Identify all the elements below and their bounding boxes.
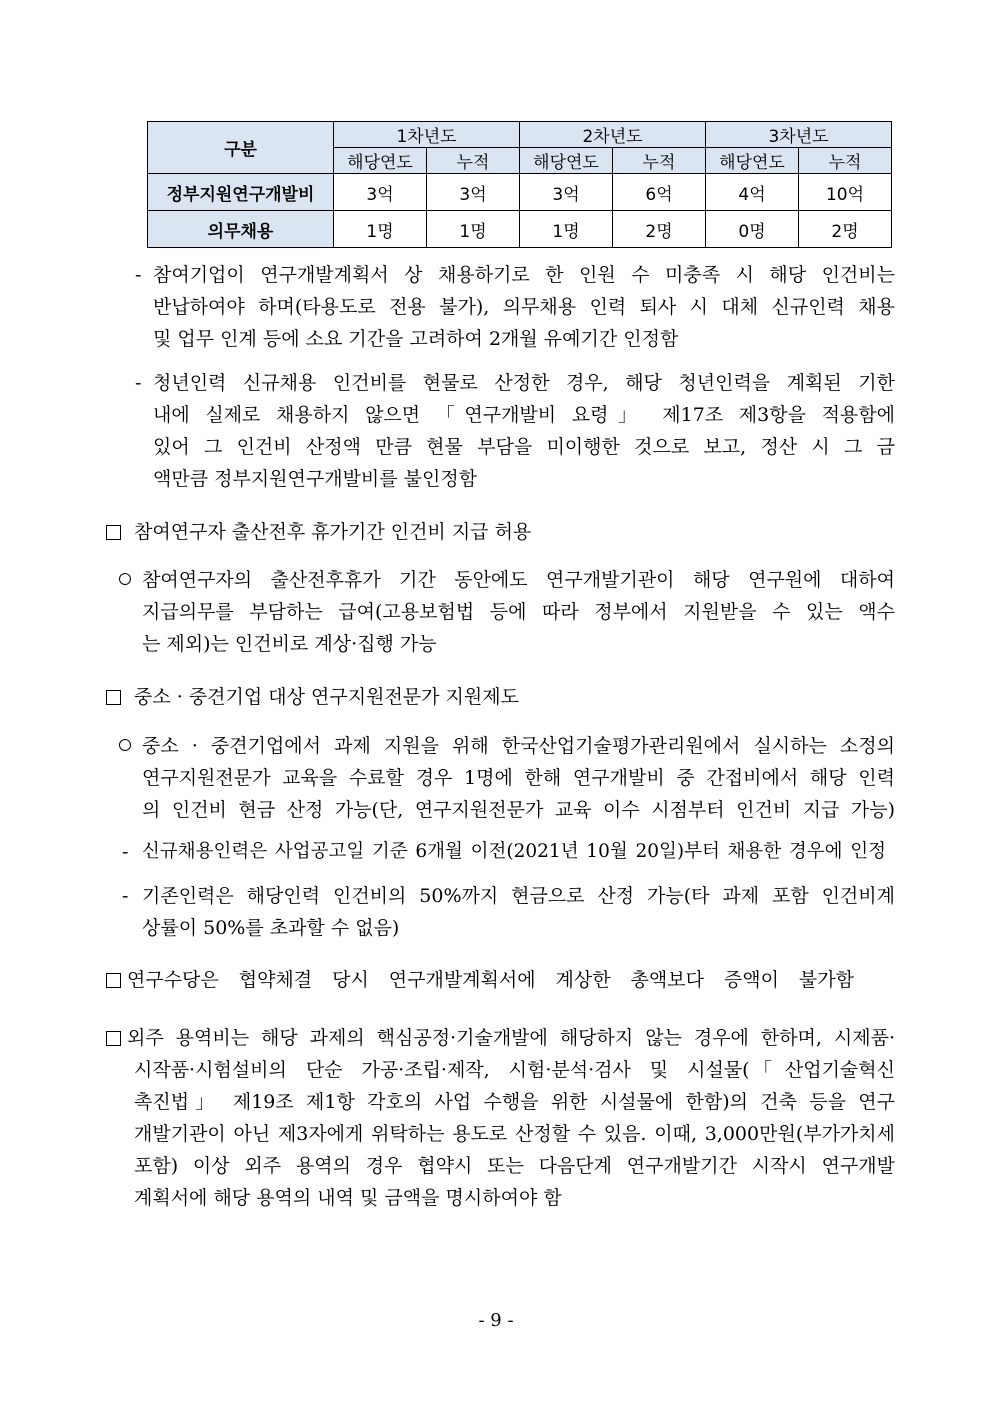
text-line: 액만큼 정부지원연구개발비를 불인정함 <box>153 468 478 490</box>
table-cell: 10억 <box>799 174 892 211</box>
row-label: 정부지원연구개발비 <box>148 174 334 211</box>
text-line: 개발기관이 아닌 제3자에게 위탁하는 용도로 산정할 수 있음. 이때, 3,000만원(부가가치세 <box>134 1123 895 1145</box>
budget-table <box>147 121 892 248</box>
square-bullet-icon <box>106 690 121 705</box>
paragraph-p2 <box>153 367 895 495</box>
square-bullet-icon <box>106 525 121 540</box>
section-heading-maternity <box>134 516 894 548</box>
paragraph-s4 <box>127 1022 895 1214</box>
section-heading-research-expert <box>134 681 894 713</box>
text-line: 기존인력은 해당인력 인건비의 50%까지 현금으로 산정 가능(타 과제 포함 인건비계 <box>142 885 895 907</box>
table-row <box>148 174 892 211</box>
table-cell: 6억 <box>613 174 706 211</box>
year-header-2: 2차년도 <box>520 122 706 148</box>
table-cell: 1명 <box>520 211 613 248</box>
text-line: 는 제외)는 인건비로 계상·집행 가능 <box>142 633 437 655</box>
dash-bullet: - <box>122 841 129 863</box>
year-header-3: 3차년도 <box>706 122 892 148</box>
paragraph-s2c <box>142 880 895 944</box>
text-line: 내에 실제로 채용하지 않으면 「연구개발비 요령」 제17조 제3항을 적용함에 <box>153 404 895 426</box>
dash-bullet: - <box>135 372 142 394</box>
text-line: 계획서에 해당 용역의 내역 및 금액을 명시하여야 함 <box>134 1187 562 1209</box>
text-line: 신규채용인력은 사업공고일 기준 6개월 이전(2021년 10월 20일)부터 채용한 경우에 인정 <box>142 841 886 862</box>
dash-bullet: - <box>122 885 129 907</box>
text-line: 있어 그 인건비 산정액 만큼 현물 부담을 미이행한 것으로 보고, 정산 시 그 금 <box>153 436 895 458</box>
text-line: 중소 · 중견기업에서 과제 지원을 위해 한국산업기술평가관리원에서 실시하는 소정의 <box>142 735 895 757</box>
subheader-cell: 해당연도 <box>520 148 613 174</box>
text-line: 참여기업이 연구개발계획서 상 채용하기로 한 인원 수 미충족 시 해당 인건비는 <box>153 264 895 286</box>
text-line: 촉진법」 제19조 제1항 각호의 사업 수행을 위한 시설물에 한함)의 건축 등을 연구 <box>134 1091 896 1113</box>
paragraph-p1 <box>153 259 895 355</box>
paragraph-s2a <box>142 730 895 826</box>
table-cell: 3억 <box>520 174 613 211</box>
dash-bullet: - <box>135 264 142 286</box>
table-cell: 2명 <box>613 211 706 248</box>
page-number: - 9 - <box>478 1310 514 1331</box>
paragraph-s1a <box>142 564 895 660</box>
text-line: 의 인건비 현금 산정 가능(단, 연구지원전문가 교육 이수 시점부터 인건비 지급 가능) <box>142 799 895 821</box>
text-line: 및 업무 인계 등에 소요 기간을 고려하여 2개월 유예기간 인정함 <box>153 328 679 350</box>
text-line: 시작품·시험설비의 단순 가공·조립·제작, 시험·분석·검사 및 시설물(「산업기술혁신 <box>134 1059 895 1081</box>
square-bullet-icon <box>106 973 121 988</box>
table-cell: 1명 <box>427 211 520 248</box>
text-line: 지급의무를 부담하는 급여(고용보험법 등에 따라 정부에서 지원받을 수 있는 액수 <box>142 601 895 623</box>
table-cell: 3억 <box>427 174 520 211</box>
year-header-1: 1차년도 <box>334 122 520 148</box>
text-line: 외주 용역비는 해당 과제의 핵심공정·기술개발에 해당하지 않는 경우에 한하며, 시제품· <box>127 1027 895 1049</box>
table-cell: 0명 <box>706 211 799 248</box>
table-cell: 3억 <box>334 174 427 211</box>
text-line: 참여연구자 출산전후 휴가기간 인건비 지급 허용 <box>134 521 532 543</box>
text-line: 연구지원전문가 교육을 수료할 경우 1명에 한해 연구개발비 중 간접비에서 해당 인력 <box>142 767 895 789</box>
square-bullet-icon <box>106 1031 121 1046</box>
text-line: 청년인력 신규채용 인건비를 현물로 산정한 경우, 해당 청년인력을 계획된 기한 <box>153 372 895 394</box>
table-cell: 2명 <box>799 211 892 248</box>
circle-bullet-icon <box>119 739 131 751</box>
table-header-row <box>148 122 892 148</box>
circle-bullet-icon <box>119 573 131 585</box>
table-row <box>148 211 892 248</box>
text-line: 포함) 이상 외주 용역의 경우 협약시 또는 다음단계 연구개발기간 시작시 연구개발 <box>134 1155 895 1177</box>
text-line: 연구수당은 협약체결 당시 연구개발계획서에 계상한 총액보다 증액이 불가함 <box>127 969 854 991</box>
subheader-cell: 누적 <box>799 148 892 174</box>
subheader-cell: 해당연도 <box>706 148 799 174</box>
text-line: 참여연구자의 출산전후휴가 기간 동안에도 연구개발기관이 해당 연구원에 대하여 <box>142 569 895 591</box>
paragraph-s3 <box>127 964 854 996</box>
table-corner-label: 구분 <box>148 122 334 174</box>
subheader-cell: 해당연도 <box>334 148 427 174</box>
paragraph-s2b <box>142 836 886 868</box>
subheader-cell: 누적 <box>427 148 520 174</box>
table-cell: 4억 <box>706 174 799 211</box>
text-line: 상률이 50%를 초과할 수 없음) <box>142 917 400 939</box>
text-line: 반납하여야 하며(타용도로 전용 불가), 의무채용 인력 퇴사 시 대체 신규인력 채용 <box>153 296 895 318</box>
table-cell: 1명 <box>334 211 427 248</box>
subheader-cell: 누적 <box>613 148 706 174</box>
row-label: 의무채용 <box>148 211 334 248</box>
text-line: 중소 · 중견기업 대상 연구지원전문가 지원제도 <box>134 686 519 708</box>
